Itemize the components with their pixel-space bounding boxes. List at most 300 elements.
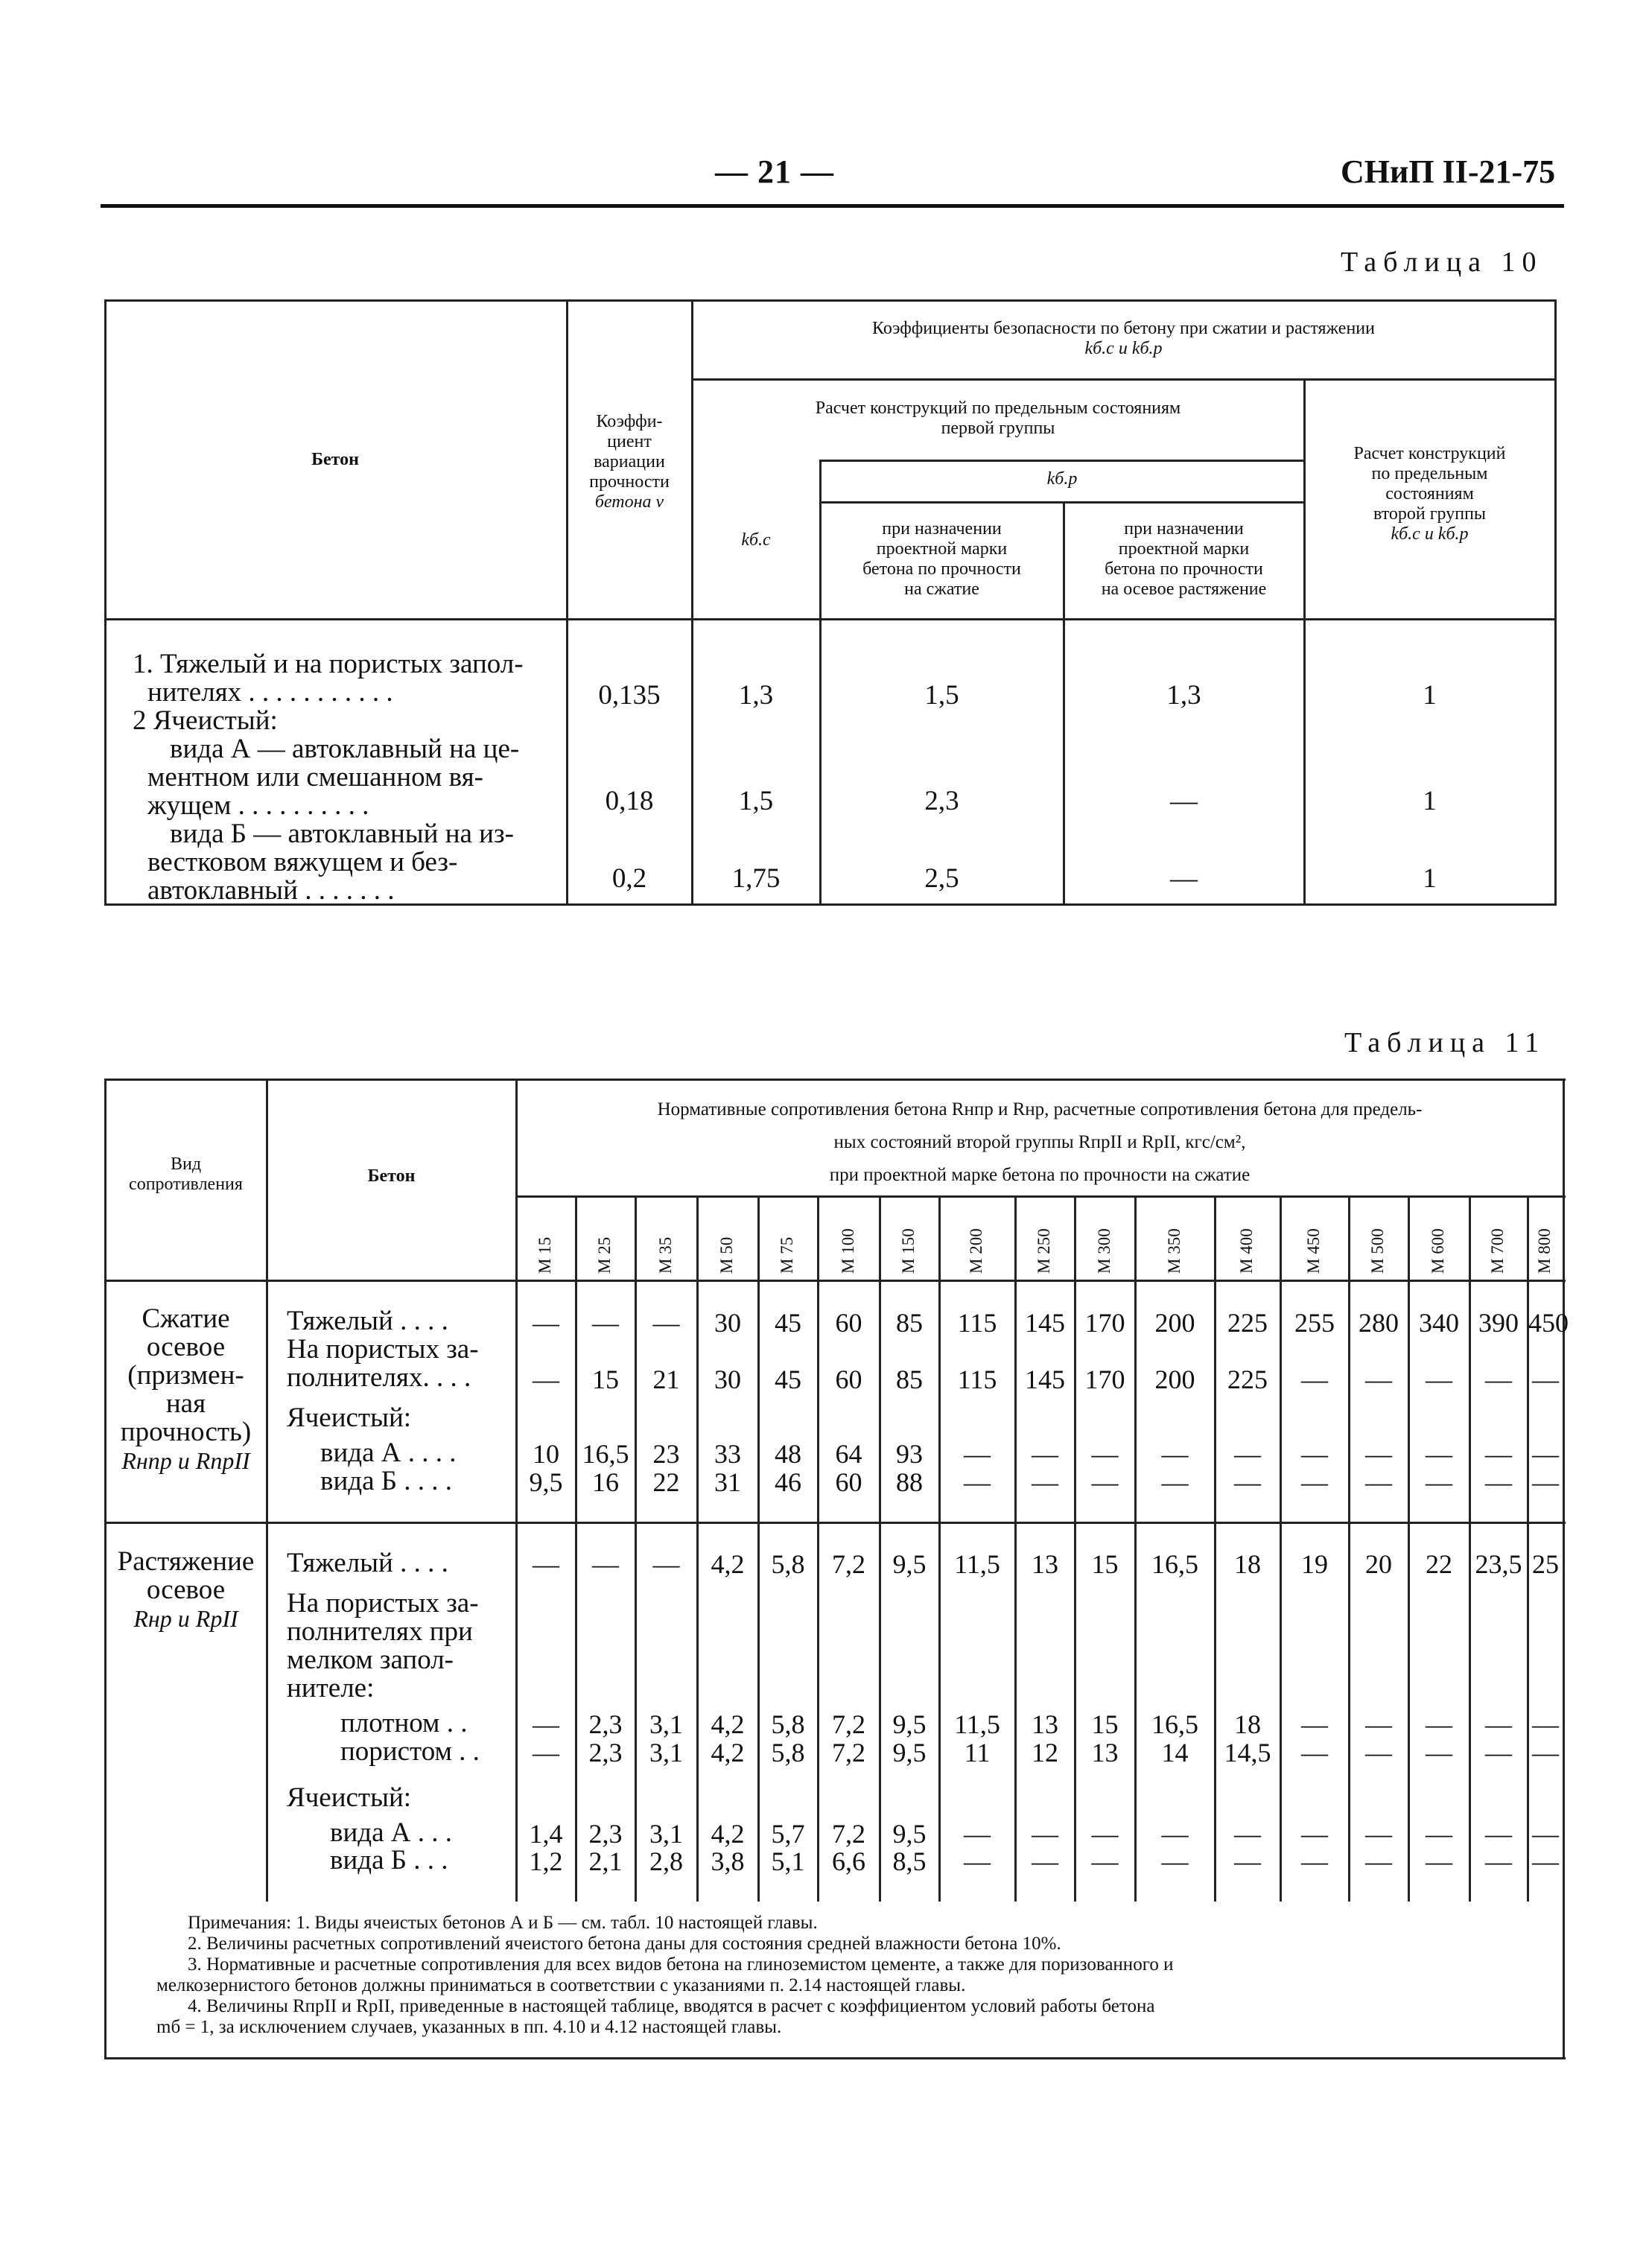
t11-cell: 4,2 — [711, 1549, 745, 1579]
t11-note-line: 3. Нормативные и расчетные сопротивления для всех видов бетона на глиноземистом цементе, а также для поризованного и — [188, 1954, 1174, 1975]
t11-cell: 13 — [1032, 1709, 1058, 1739]
t11-grade-label: М 800 — [1535, 1228, 1554, 1274]
t10-left-line: вида Б — автоклавный на из- — [170, 819, 514, 849]
t11-cell: — — [1161, 1467, 1189, 1497]
t11-cell: — — [1365, 1467, 1392, 1497]
t11-grade-label: М 250 — [1035, 1228, 1053, 1274]
t11-grade-label: М 400 — [1237, 1228, 1256, 1274]
t11-vline — [1563, 1079, 1565, 2057]
t11-grade-vline — [696, 1195, 699, 1902]
t11-g1-left-line: Тяжелый . . . . — [287, 1306, 448, 1336]
t11-cell: — — [1365, 1365, 1392, 1394]
t11-cell: 2,3 — [588, 1738, 623, 1767]
t11-grade-vline — [879, 1195, 881, 1902]
t10-h-first-line: Расчет конструкций по предельным состояниям — [815, 398, 1181, 418]
table10-caption: Таблица 10 — [1341, 247, 1543, 278]
t11-cell: 200 — [1154, 1365, 1195, 1394]
t11-note-line: mб = 1, за исключением случаев, указанных в пп. 4.10 и 4.12 настоящей главы. — [156, 2017, 782, 2037]
t11-grade-label: М 150 — [899, 1228, 918, 1274]
t11-cell: — — [1032, 1846, 1058, 1876]
t11-cell: 30 — [714, 1308, 741, 1338]
t11-cell: — — [1161, 1819, 1189, 1849]
t11-h-main — [517, 1093, 1563, 1192]
t11-cell: — — [1485, 1467, 1512, 1497]
t11-cell: 7,2 — [832, 1709, 865, 1739]
t11-g1-label — [106, 1305, 266, 1475]
t10-cell: — — [1170, 786, 1198, 816]
t11-cell: — — [1301, 1738, 1328, 1767]
t11-cell: — — [1091, 1467, 1119, 1497]
t11-bottom-rule — [104, 2057, 1566, 2059]
t11-cell: — — [1032, 1439, 1058, 1469]
t11-g2-left-line: мелком запол- — [287, 1645, 454, 1675]
t11-cell: — — [1426, 1439, 1452, 1469]
t11-cell: — — [1365, 1846, 1392, 1876]
t11-note-line: Примечания: 1. Виды ячеистых бетонов А и Б — см. табл. 10 настоящей главы. — [188, 1913, 818, 1933]
t11-cell: — — [1032, 1467, 1058, 1497]
t10-cell: 0,2 — [611, 863, 647, 894]
t10-header-bottom — [104, 618, 1557, 620]
t11-cell: — — [1485, 1709, 1512, 1739]
t11-cell: 13 — [1032, 1549, 1058, 1579]
t10-h-tens-line: на осевое растяжение — [1101, 579, 1267, 599]
t11-cell: 60 — [835, 1365, 862, 1394]
t11-g1-label-line: (призмен- — [127, 1360, 244, 1391]
t11-cell: — — [1301, 1365, 1328, 1394]
t11-grade-label: М 600 — [1429, 1228, 1447, 1274]
t10-h-first-line: первой группы — [941, 419, 1055, 438]
t11-cell: 60 — [835, 1467, 862, 1497]
t11-cell: — — [1234, 1819, 1261, 1849]
t11-group-divider — [104, 1522, 1566, 1524]
t11-h-main-line: Нормативные сопротивления бетона Rнпр и Rнр, расчетные сопротивления бетона для предель- — [657, 1099, 1423, 1119]
t11-cell: — — [1426, 1365, 1452, 1394]
t11-cell: 170 — [1084, 1308, 1125, 1338]
t11-cell: — — [1301, 1439, 1328, 1469]
t11-cell: — — [533, 1365, 559, 1394]
t10-left-line: 2 Ячеистый: — [133, 705, 278, 736]
t10-h-coef — [568, 412, 691, 512]
t11-cell: — — [1426, 1709, 1452, 1739]
t11-cell: 170 — [1084, 1365, 1125, 1394]
t10-h-second — [1305, 444, 1554, 544]
t11-cell: — — [592, 1308, 619, 1338]
t11-cell: 23 — [652, 1439, 680, 1469]
t10-h-first — [693, 398, 1303, 439]
t11-note-line: 2. Величины расчетных сопротивлений ячеистого бетона даны для состояния средней влажности бетона 10%. — [188, 1934, 1061, 1954]
t11-g1-label-line: Сжатие — [142, 1303, 230, 1334]
t11-cell: 22 — [1426, 1549, 1452, 1579]
t11-h-vid — [106, 1154, 266, 1195]
t11-cell: 115 — [957, 1365, 997, 1394]
t11-grade-label: М 700 — [1488, 1228, 1507, 1274]
t11-cell: — — [1485, 1365, 1512, 1394]
t11-cell: 4,2 — [711, 1709, 745, 1739]
t11-cell: — — [1234, 1467, 1261, 1497]
t11-cell: — — [964, 1467, 991, 1497]
t10-left-line: 1. Тяжелый и на пористых запол- — [133, 649, 524, 679]
t10-h-second-line: по предельным — [1371, 464, 1488, 483]
t11-grade-label: М 500 — [1368, 1228, 1387, 1274]
header-rule — [101, 204, 1564, 208]
t11-grade-vline — [817, 1195, 819, 1902]
t11-cell: 2,3 — [588, 1709, 623, 1739]
t11-cell: 2,3 — [588, 1819, 623, 1849]
t10-left-line: вида А — автоклавный на це- — [170, 734, 520, 764]
t11-cell: 280 — [1359, 1308, 1399, 1338]
t11-cell: 20 — [1365, 1549, 1392, 1579]
t11-g2-label-line: осевое — [146, 1575, 226, 1605]
t10-cell: 1,3 — [1166, 680, 1201, 711]
t10-h-beton: Бетон — [311, 450, 359, 469]
t11-grade-vline — [1214, 1195, 1216, 1902]
t11-cell: — — [533, 1549, 559, 1579]
t11-cell: 145 — [1025, 1365, 1065, 1394]
t11-cell: 30 — [714, 1365, 741, 1394]
t11-cell: 115 — [957, 1308, 997, 1338]
t11-cell: 145 — [1025, 1308, 1065, 1338]
t11-cell: — — [1365, 1738, 1392, 1767]
t10-left-line: нителях . . . . . . . . . . . — [147, 677, 393, 708]
t11-cell: — — [964, 1846, 991, 1876]
t11-cell: 16,5 — [1151, 1549, 1198, 1579]
t11-cell: — — [964, 1439, 991, 1469]
t11-grade-vline — [938, 1195, 941, 1902]
t11-grade-label: М 25 — [595, 1236, 614, 1274]
t11-g1-left-line: вида А . . . . — [320, 1438, 457, 1468]
t10-cell: 1,75 — [731, 863, 781, 894]
t11-grade-label: М 450 — [1304, 1228, 1323, 1274]
t11-cell: 31 — [714, 1467, 741, 1497]
t10-h-comp — [821, 519, 1063, 600]
table11-caption: Таблица 11 — [1344, 1027, 1546, 1058]
t11-cell: 4,2 — [711, 1738, 745, 1767]
t11-grade-vline — [575, 1195, 577, 1902]
t11-cell: — — [533, 1709, 559, 1739]
t11-grade-vline — [1408, 1195, 1410, 1902]
t11-cell: 16 — [592, 1467, 619, 1497]
t11-cell: — — [1532, 1439, 1559, 1469]
t11-grade-label: М 100 — [838, 1228, 857, 1274]
t11-cell: 15 — [592, 1365, 619, 1394]
t11-cell: 225 — [1227, 1308, 1268, 1338]
t11-cell: 25 — [1532, 1549, 1559, 1579]
t11-cell: — — [964, 1819, 991, 1849]
t10-h-main — [693, 319, 1554, 359]
t11-grade-vline — [1134, 1195, 1137, 1902]
t11-cell: 16,5 — [1151, 1709, 1198, 1739]
t11-cell: 33 — [714, 1439, 741, 1469]
t11-cell: — — [1365, 1439, 1392, 1469]
t11-h-vid-line: Вид — [170, 1154, 202, 1174]
t11-cell: 64 — [835, 1439, 862, 1469]
t11-cell: 45 — [775, 1308, 801, 1338]
t10-h-comp-line: при назначении — [882, 519, 1002, 539]
t11-cell: 200 — [1154, 1308, 1195, 1338]
t11-cell: — — [1485, 1738, 1512, 1767]
t11-cell: 3,1 — [649, 1738, 683, 1767]
t11-h-beton: Бетон — [367, 1166, 416, 1186]
t11-cell: — — [592, 1549, 619, 1579]
t11-g1-left-line: На пористых за- — [287, 1334, 479, 1365]
t11-cell: — — [1365, 1819, 1392, 1849]
page-number: — 21 — — [715, 153, 834, 190]
t11-cell: — — [1365, 1709, 1392, 1739]
t11-cell: 225 — [1227, 1365, 1268, 1394]
t11-cell: 3,8 — [711, 1846, 745, 1876]
t11-g2-left-line: вида Б . . . — [330, 1845, 448, 1875]
t11-cell: — — [1532, 1819, 1559, 1849]
t10-h-tens — [1064, 519, 1303, 600]
t11-cell: — — [1161, 1846, 1189, 1876]
t11-cell: 88 — [896, 1467, 923, 1497]
t11-cell: — — [1091, 1439, 1119, 1469]
t11-grade-label: М 15 — [536, 1236, 554, 1274]
t11-cell: 9,5 — [892, 1709, 927, 1739]
t11-g2-left-line: вида А . . . — [330, 1817, 452, 1848]
t11-g2-label — [106, 1548, 266, 1633]
t11-cell: 1,4 — [529, 1819, 563, 1849]
t11-h-main-line: при проектной марке бетона по прочности на сжатие — [829, 1165, 1251, 1185]
t11-cell: — — [1426, 1738, 1452, 1767]
t10-cell: 1,5 — [924, 680, 959, 711]
t11-g2-left-line: полнителях при — [287, 1616, 473, 1647]
t10-h-coef-line: вариации — [594, 452, 665, 471]
t10-h-main-kb: kб.с и kб.р — [1084, 339, 1163, 358]
t11-cell: 12 — [1032, 1738, 1058, 1767]
t11-g2-left-line: На пористых за- — [287, 1588, 479, 1619]
t11-cell: — — [1485, 1819, 1512, 1849]
t11-g1-label-line: ная — [165, 1388, 206, 1419]
t10-h-second-line: Расчет конструкций — [1353, 444, 1506, 463]
t11-cell: — — [652, 1308, 680, 1338]
t11-cell: 3,1 — [649, 1819, 683, 1849]
t11-cell: 14,5 — [1224, 1738, 1271, 1767]
t10-cell: 1 — [1423, 863, 1437, 894]
document-code: СНиП II-21-75 — [1341, 153, 1556, 190]
t11-grade-vline — [757, 1195, 760, 1902]
t11-cell: 15 — [1091, 1709, 1119, 1739]
t11-cell: 85 — [896, 1365, 923, 1394]
t11-cell: 48 — [775, 1439, 801, 1469]
t11-grade-label: М 200 — [967, 1228, 985, 1274]
t11-cell: 7,2 — [832, 1549, 865, 1579]
t10-vline — [1554, 299, 1557, 903]
t10-h-kbr: kб.р — [1046, 469, 1078, 489]
t11-g1-left-line: вида Б . . . . — [320, 1466, 453, 1496]
t11-cell: — — [1234, 1439, 1261, 1469]
t11-cell: 9,5 — [892, 1819, 927, 1849]
t11-grade-vline — [1527, 1195, 1529, 1902]
t11-grade-label: М 75 — [778, 1236, 796, 1274]
t11-header-bottom — [104, 1280, 1566, 1282]
t11-grade-vline — [1014, 1195, 1017, 1902]
t11-cell: 390 — [1478, 1308, 1519, 1338]
t11-cell: 11 — [964, 1738, 991, 1767]
t11-cell: 2,8 — [649, 1846, 683, 1876]
t11-cell: 46 — [775, 1467, 801, 1497]
t10-h-kbs: kб.с — [741, 530, 771, 550]
t11-g2-label-line: Rнр и RрII — [133, 1605, 238, 1632]
t11-cell: 7,2 — [832, 1819, 865, 1849]
t11-note-line: 4. Величины RпрII и RрII, приведенные в настоящей таблице, вводятся в расчет с коэффициентом условий работы бетона — [188, 1996, 1155, 2016]
t10-concrete-types — [133, 650, 565, 905]
t11-cell: 5,7 — [771, 1819, 805, 1849]
t11-cell: 9,5 — [529, 1467, 563, 1497]
t11-top-rule — [104, 1079, 1566, 1081]
t10-h-second-line: состояниям — [1385, 484, 1474, 504]
t11-grade-label: М 350 — [1164, 1228, 1183, 1274]
t10-cell: — — [1170, 863, 1198, 894]
t10-cell: 1 — [1423, 786, 1437, 816]
t11-cell: — — [1532, 1467, 1559, 1497]
t11-cell: 5,8 — [771, 1549, 805, 1579]
t11-g2-left-line: пористом . . — [340, 1736, 480, 1767]
t11-cell: 10 — [533, 1439, 559, 1469]
t10-h-coef-line: прочности — [589, 472, 670, 492]
t11-h-main-line: ных состояний второй группы RпрII и RрII, кгс/см², — [833, 1132, 1246, 1152]
t11-cell: — — [1301, 1467, 1328, 1497]
t10-h-coef-line: Коэффи- — [596, 412, 663, 431]
t11-cell: 18 — [1234, 1709, 1261, 1739]
t11-notes — [156, 1913, 1557, 2038]
t11-cell: 18 — [1234, 1549, 1261, 1579]
t11-cell: 5,8 — [771, 1738, 805, 1767]
t11-cell: 22 — [652, 1467, 680, 1497]
t11-cell: 8,5 — [892, 1846, 927, 1876]
t10-cell: 1,5 — [738, 786, 774, 816]
t10-left-line: автоклавный . . . . . . . — [147, 875, 395, 906]
t10-h-second-line: второй группы — [1373, 504, 1487, 524]
t11-cell: — — [1161, 1439, 1189, 1469]
t11-cell: — — [1426, 1846, 1452, 1876]
t11-cell: — — [1426, 1467, 1452, 1497]
t11-grade-label: М 35 — [655, 1236, 675, 1274]
t11-cell: 23,5 — [1475, 1549, 1522, 1579]
t10-cell: 2,5 — [924, 863, 959, 894]
t11-cell: — — [1234, 1846, 1261, 1876]
t11-cell: — — [1485, 1846, 1512, 1876]
t11-cell: — — [1426, 1819, 1452, 1849]
t11-g1-left-line: полнителях. . . . — [287, 1362, 471, 1393]
t11-cell: — — [652, 1549, 680, 1579]
t11-cell: 9,5 — [892, 1738, 927, 1767]
t10-left-line: жущем . . . . . . . . . . — [147, 790, 369, 821]
t11-grade-vline — [1469, 1195, 1471, 1902]
t11-cell: — — [1032, 1819, 1058, 1849]
t11-cell: 45 — [775, 1365, 801, 1394]
t11-cell: 60 — [835, 1308, 862, 1338]
t10-h-comp-line: проектной марки — [876, 539, 1008, 559]
t11-g1-left-line: Ячеистый: — [287, 1403, 412, 1433]
t11-cell: — — [533, 1308, 559, 1338]
t10-h-comp-line: бетона по прочности — [862, 559, 1021, 579]
t11-cell: 255 — [1294, 1308, 1335, 1338]
t11-grade-vline — [1348, 1195, 1350, 1902]
t11-cell: — — [1091, 1846, 1119, 1876]
t11-cell: — — [1301, 1709, 1328, 1739]
t11-cell: — — [1532, 1365, 1559, 1394]
t10-rule — [819, 460, 1303, 462]
t11-cell: 85 — [896, 1308, 923, 1338]
t11-grade-label: М 300 — [1094, 1228, 1113, 1274]
t11-cell: 6,6 — [832, 1846, 865, 1876]
t11-cell: 93 — [896, 1439, 923, 1469]
t10-rule — [691, 378, 1557, 381]
t11-cell: — — [1532, 1709, 1559, 1739]
t11-grade-label: М 50 — [717, 1236, 736, 1274]
t11-grade-vline — [635, 1195, 637, 1902]
t11-g2-left-line: нителе: — [287, 1673, 375, 1703]
t11-cell: — — [1301, 1846, 1328, 1876]
t10-left-line: вестковом вяжущем и без- — [147, 847, 458, 877]
t11-g1-label-line: осевое — [146, 1332, 226, 1362]
t11-g2-left-line: Ячеистый: — [287, 1782, 412, 1813]
t11-h-vid-line: сопротивления — [129, 1175, 243, 1194]
t11-cell: — — [1532, 1738, 1559, 1767]
t11-cell: — — [533, 1738, 559, 1767]
t11-cell: 5,8 — [771, 1709, 805, 1739]
t11-g2-label-line: Растяжение — [117, 1546, 255, 1577]
t11-grade-vline — [1280, 1195, 1282, 1902]
t11-cell: 16,5 — [582, 1439, 629, 1469]
t11-cell: — — [1485, 1439, 1512, 1469]
t11-grade-vline — [1074, 1195, 1076, 1902]
t11-g1-label-line: прочность) — [120, 1417, 252, 1447]
t10-h-coef-line: циент — [607, 432, 652, 451]
t11-g2-left-line: плотном . . — [340, 1708, 468, 1738]
t10-h-comp-line: на сжатие — [904, 579, 979, 599]
t11-cell: 13 — [1091, 1738, 1119, 1767]
t11-note-line: мелкозернистого бетонов должны приниматься в соответствии с указаниями п. 2.14 настоящей главы. — [156, 1975, 966, 1995]
t10-h-tens-line: бетона по прочности — [1105, 559, 1263, 579]
t10-cell: 0,18 — [605, 786, 654, 816]
t11-cell: — — [1301, 1819, 1328, 1849]
t11-cell: — — [1532, 1846, 1559, 1876]
t10-h-coef-line: бетона v — [594, 492, 664, 512]
t10-h-main-line: Коэффициенты безопасности по бетону при сжатии и растяжении — [872, 319, 1375, 338]
t10-cell: 2,3 — [924, 786, 959, 816]
t11-cell: 5,1 — [771, 1846, 805, 1876]
t11-cell: 19 — [1301, 1549, 1328, 1579]
t11-cell: — — [1091, 1819, 1119, 1849]
t11-cell: 2,1 — [588, 1846, 623, 1876]
t11-cell: 9,5 — [892, 1549, 927, 1579]
t11-cell: 3,1 — [649, 1709, 683, 1739]
t11-cell: 340 — [1419, 1308, 1459, 1338]
t11-cell: 4,2 — [711, 1819, 745, 1849]
t11-cell: 11,5 — [954, 1549, 1000, 1579]
t11-cell: 450 — [1528, 1308, 1569, 1338]
t11-cell: 14 — [1161, 1738, 1189, 1767]
t11-cell: 21 — [652, 1365, 680, 1394]
t10-rule — [819, 501, 1303, 504]
t11-g2-left-line: Тяжелый . . . . — [287, 1548, 448, 1578]
t10-h-tens-line: проектной марки — [1118, 539, 1250, 559]
t10-vline — [104, 299, 107, 903]
t10-cell: 0,135 — [598, 680, 661, 711]
t11-cell: 15 — [1091, 1549, 1119, 1579]
t10-cell: 1 — [1423, 680, 1437, 711]
t11-cell: 7,2 — [832, 1738, 865, 1767]
t10-cell: 1,3 — [738, 680, 774, 711]
t10-left-line: ментном или смешанном вя- — [147, 762, 483, 792]
t11-vline — [266, 1079, 268, 1902]
t11-g1-label-line: Rнпр и RпрII — [121, 1447, 250, 1474]
t11-cell: 1,2 — [529, 1846, 563, 1876]
t10-top-rule — [104, 299, 1557, 302]
t10-h-tens-line: при назначении — [1124, 519, 1244, 539]
